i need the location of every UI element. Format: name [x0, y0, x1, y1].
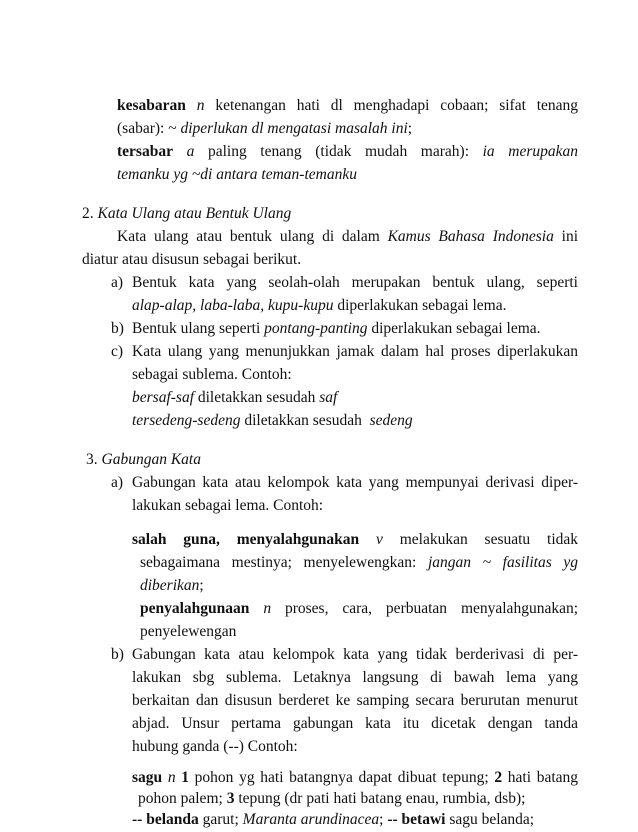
body-text: abjad. Unsur pertama gabungan kata itu dicetak dengan tanda [132, 715, 578, 732]
entry-penyalahgunaan-line-1 [140, 599, 578, 619]
definition-text: pohon yg hati batangnya dapat dibuat tepung; [194, 769, 489, 786]
sense-number: 2 [494, 769, 503, 786]
section-number: 3. [86, 451, 98, 468]
headword-kesabaran: kesabaran [117, 97, 186, 114]
body-text: lakukan sebagai lema. Contoh: [132, 497, 324, 514]
definition-text: sagu belanda; [449, 811, 535, 828]
definition-text: hati batang [507, 769, 579, 786]
example-text: temanku yg ~di antara teman-temanku [117, 166, 357, 183]
headword-penyalahgunaan: penyalahgunaan [140, 600, 250, 617]
section-2-item-c-line-2 [132, 365, 292, 385]
definition-text: proses, cara, perbuatan menyalahgunakan; [284, 600, 579, 617]
entry-penyalahgunaan-line-2 [140, 622, 236, 642]
list-marker: b) [111, 646, 124, 663]
section-2-intro-line-2 [82, 250, 301, 270]
scientific-name: Maranta arundinacea [242, 811, 380, 828]
definition-text: penyelewengan [140, 623, 237, 640]
pos-label: n [167, 769, 176, 786]
body-text: sebagai sublema. Contoh: [132, 366, 292, 383]
pos-label: a [186, 143, 195, 160]
pos-label: v [375, 531, 383, 548]
entry-salah-guna-line-2 [140, 553, 578, 573]
section-2-example-2 [132, 411, 413, 431]
punctuation: ; [407, 120, 413, 137]
section-title: Kata Ulang atau Bentuk Ulang [97, 205, 292, 222]
section-2-heading [82, 204, 291, 224]
section-2-item-b [132, 319, 541, 339]
entry-sagu-line-2 [138, 789, 525, 809]
example-text: sedeng [369, 412, 413, 429]
body-text: Kata ulang yang menunjukkan jamak dalam hal proses diperlakukan [132, 343, 578, 360]
section-2-item-c-line-1 [132, 342, 578, 362]
section-3-item-b-line-1 [132, 645, 578, 665]
entry-salah-guna-line-3 [140, 576, 204, 596]
body-text: Bentuk ulang seperti [132, 320, 261, 337]
section-3-item-b-line-4 [132, 714, 578, 734]
body-text: Gabungan kata atau kelompok kata yang tidak berderivasi di per- [132, 646, 578, 663]
definition-text: ketenangan hati dl menghadapi cobaan; sifat tenang [215, 97, 579, 114]
section-title: Gabungan Kata [101, 451, 201, 468]
example-text: diperlukan dl mengatasi masalah ini [180, 120, 408, 137]
definition-text: paling tenang (tidak mudah marah): [207, 143, 469, 160]
section-3-item-b-line-3 [132, 691, 578, 711]
body-text: diletakkan sesudah [197, 389, 316, 406]
body-text: diatur atau disusun sebagai berikut. [82, 251, 302, 268]
body-text: Bentuk kata yang seolah-olah merupakan bentuk ulang, seperti [132, 274, 578, 291]
punctuation: ; [379, 811, 384, 828]
pos-label: n [263, 600, 272, 617]
sense-number: 3 [226, 790, 235, 807]
body-text: diletakkan sesudah [244, 412, 362, 429]
example-text: saf [319, 389, 338, 406]
example-text: pontang-panting [264, 320, 368, 337]
headword-salah-guna: salah guna, menyalahgunakan [132, 531, 360, 548]
section-2-intro-line-1 [117, 227, 578, 247]
book-title: Kamus Bahasa Indonesia [387, 228, 554, 245]
example-text: diberikan [140, 577, 200, 594]
section-3-item-a-line-1 [132, 473, 578, 493]
body-text: berkaitan dan disusun berderet ke samping secara berurutan menurut [132, 692, 578, 709]
body-text: Kata ulang atau bentuk ulang di dalam [117, 228, 380, 245]
body-text: lakukan sbg sublema. Letaknya langsung di bawah lema yang [132, 669, 578, 686]
body-text: hubung ganda (--) Contoh: [132, 738, 298, 755]
headword-tersabar: tersabar [117, 143, 173, 160]
example-text: ia merupakan [482, 143, 579, 160]
definition-text: melakukan sesuatu tidak [399, 531, 579, 548]
list-marker: b) [111, 320, 124, 337]
example-text: bersaf-saf [132, 389, 194, 406]
body-text: diperlakukan sebagai lema. [371, 320, 541, 337]
entry-kesabaran-line-1 [117, 96, 578, 116]
pos-label: n [196, 97, 205, 114]
example-text: alap-alap, laba-laba, kupu-kupu [132, 297, 334, 314]
body-text: diperlakukan sebagai lema. [337, 297, 507, 314]
body-text: Gabungan kata atau kelompok kata yang mempunyai derivasi diper- [132, 474, 578, 491]
entry-sagu-line-3 [132, 810, 534, 830]
section-3-item-b-line-5 [132, 737, 298, 757]
section-3-item-b-line-2 [132, 668, 578, 688]
definition-text: sebagaimana mestinya; menyelewengkan: [140, 554, 417, 571]
punctuation: ; [199, 577, 204, 594]
list-marker: a) [111, 474, 124, 491]
section-2-example-1 [132, 388, 337, 408]
section-number: 2. [82, 205, 94, 222]
section-2-item-a-line-2 [132, 296, 507, 316]
sublemma-betawi: -- betawi [387, 811, 446, 828]
definition-text: (sabar): ~ [117, 120, 177, 137]
definition-text: garut; [202, 811, 239, 828]
entry-tersabar-line-1 [117, 142, 578, 162]
entry-tersabar-line-2 [117, 165, 357, 185]
sublemma-belanda: -- belanda [132, 811, 199, 828]
list-marker: c) [111, 343, 124, 360]
example-text: jangan ~ fasilitas yg [427, 554, 578, 571]
example-text: tersedeng-sedeng [132, 412, 241, 429]
section-3-item-a-line-2 [132, 496, 323, 516]
section-3-heading [86, 450, 201, 470]
section-2-item-a-line-1 [132, 273, 578, 293]
list-marker: a) [111, 274, 124, 291]
headword-sagu: sagu [132, 769, 163, 786]
entry-salah-guna-line-1 [132, 530, 578, 550]
entry-sagu-line-1 [132, 768, 578, 788]
sense-number: 1 [181, 769, 189, 786]
definition-text: tepung (dr pati hati batang enau, rumbia, dsb); [238, 790, 526, 807]
entry-kesabaran-line-2 [117, 119, 412, 139]
body-text: ini [561, 228, 579, 245]
definition-text: pohon palem; [138, 790, 223, 807]
